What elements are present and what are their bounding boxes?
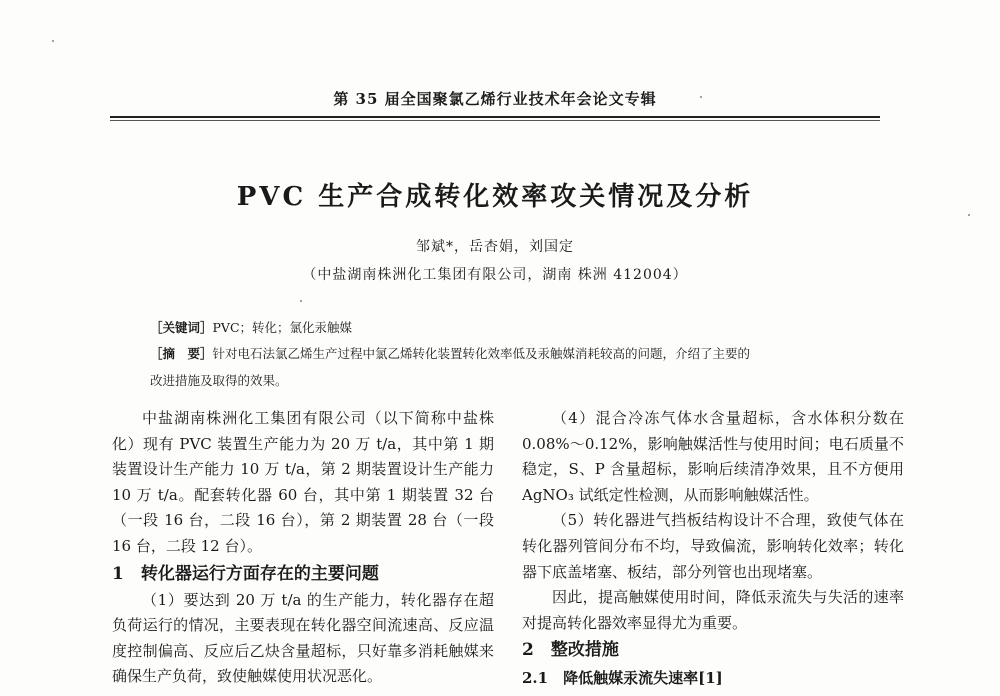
paragraph-intro: 中盐湖南株洲化工集团有限公司（以下简称中盐株化）现有 PVC 装置生产能力为 20 万 t/a，其中第 1 期装置设计生产能力 10 万 t/a，第 2 期装置设计生产能力 10 万 t/a。配套转化器 60 台，其中第 1 期装置 32 台（一段 16 台，二段 16 台），第 2 期装置 28 台（一段 16 台，二段 12 台）。: [112, 409, 494, 555]
paragraph-problem-1: （1）要达到 20 万 t/a 的生产能力，转化器存在超负荷运行的情况，主要表现在转化器空间流速高、反应温度控制偏高、反应后乙炔含量超标，只好靠多消耗触媒来确保生产负荷，致使触媒使用状况恶化。: [112, 590, 494, 686]
abstract-text: 针对电石法氯乙烯生产过程中氯乙烯转化装置转化效率低及汞触媒消耗较高的问题，介绍了主要的: [212, 346, 751, 361]
keywords-text: PVC；转化；氯化汞触媒: [212, 320, 353, 335]
running-header: 第 35 届全国聚氯乙烯行业技术年会论文专辑: [333, 90, 657, 108]
paper-title: PVC 生产合成转化效率攻关情况及分析: [236, 182, 754, 212]
keywords-label: ［关键词］: [150, 320, 213, 335]
scan-speck: [300, 300, 302, 302]
body-column-right: [522, 406, 904, 692]
abstract-label: ［摘 要］: [150, 346, 213, 361]
abstract-continued: 改进措施及取得的效果。: [150, 373, 288, 388]
abstract-line: [150, 342, 880, 365]
paper-authors: 邹斌*，岳杏娟，刘国定: [416, 239, 574, 255]
scan-speck: [52, 40, 54, 42]
section-heading-2: 2 整改措施: [522, 640, 619, 661]
section-heading-1: 1 转化器运行方面存在的主要问题: [112, 563, 379, 584]
body-column-left: [112, 406, 494, 690]
paragraph-problem-5: （5）转化器进气挡板结构设计不合理，致使气体在转化器列管间分布不均，导致偏流，影响转化效率；转化器下底盖堵塞、板结，部分列管也出现堵塞。: [522, 511, 904, 581]
scan-speck: [968, 214, 970, 216]
header-rule-thin: [110, 120, 880, 121]
header-rule: [110, 116, 880, 118]
subsection-heading-2-1: 2.1 降低触媒汞流失速率[1]: [522, 669, 723, 688]
keywords-line: [150, 318, 352, 336]
paper-affiliation: （中盐湖南株洲化工集团有限公司，湖南 株洲 412004）: [302, 267, 688, 283]
paragraph-problem-4: （4）混合冷冻气体水含量超标，含水体积分数在 0.08%～0.12%，影响触媒活性与使用时间；电石质量不稳定，S、P 含量超标，影响后续清净效果，且不方便用 AgNO₃ 试纸定性检测，从而影响触媒活性。: [522, 409, 904, 504]
paragraph-conclusion: 因此，提高触媒使用时间，降低汞流失与失活的速率对提高转化器效率显得尤为重要。: [522, 588, 904, 632]
scan-speck: [700, 96, 702, 98]
